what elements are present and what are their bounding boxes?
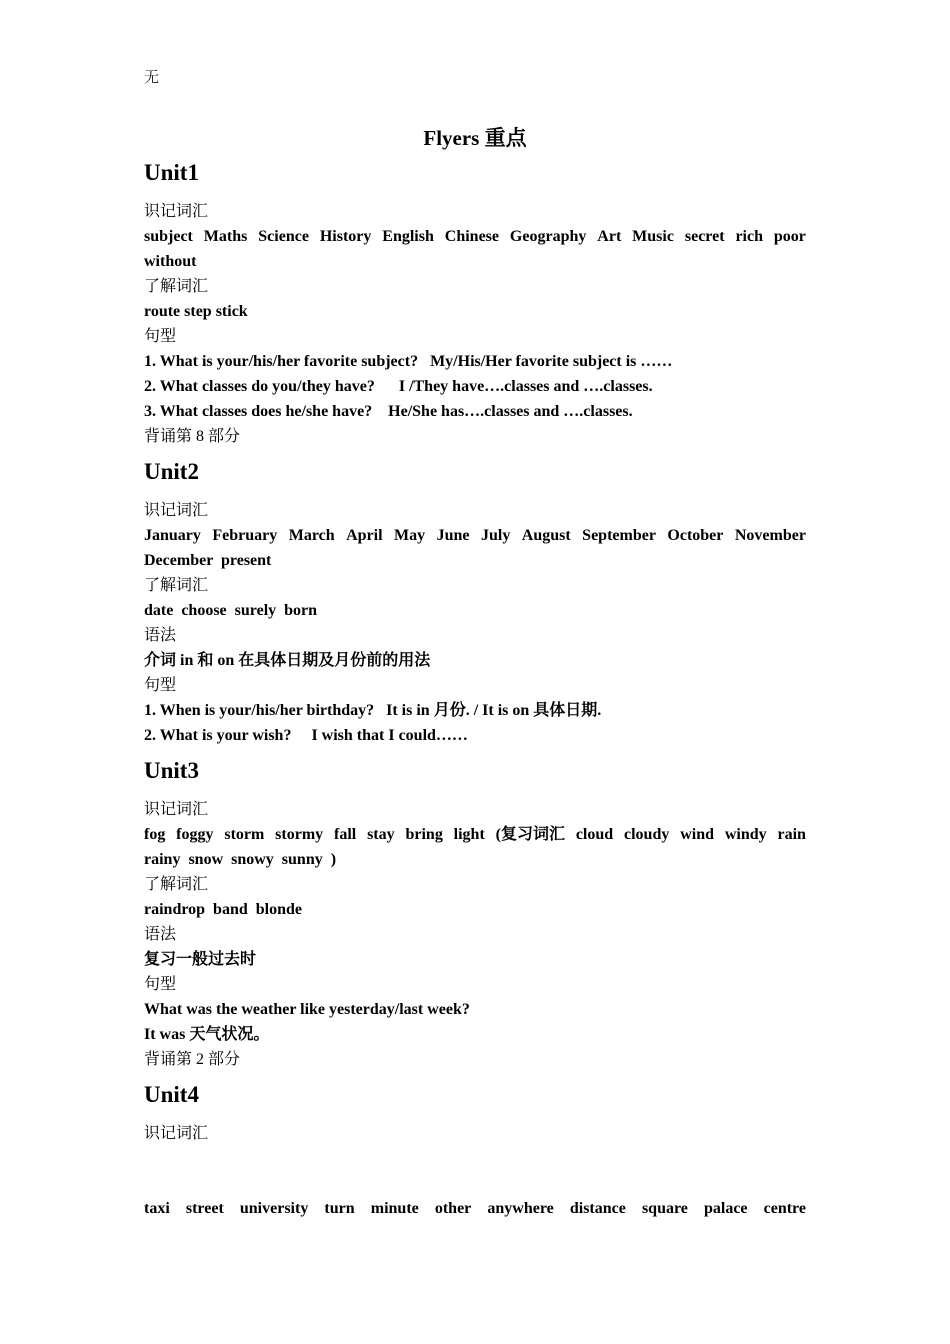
vocab-word: November: [734, 527, 806, 544]
unit3-pattern-2: It was 天气状况。: [144, 1026, 270, 1043]
vocab-word: cloudy: [624, 826, 670, 843]
vocab-word: foggy: [176, 826, 214, 843]
unit4-label-vocab: 识记词汇: [144, 1125, 209, 1142]
vocab-word: March: [288, 527, 335, 544]
unit3-label-understand: 了解词汇: [144, 876, 209, 893]
unit2-label-grammar: 语法: [144, 627, 177, 644]
vocab-word: street: [185, 1200, 224, 1217]
vocab-word: (复习词汇: [495, 826, 565, 843]
vocab-word: centre: [763, 1200, 806, 1217]
unit4-vocab-line1: [144, 1196, 806, 1221]
document-title: Flyers 重点: [423, 126, 527, 150]
vocab-word: distance: [569, 1200, 626, 1217]
vocab-word: taxi: [144, 1200, 170, 1217]
vocab-word: rain: [777, 826, 806, 843]
unit2-vocab-line2: December present: [144, 552, 272, 569]
unit2-vocab-line1: [144, 523, 806, 548]
vocab-word: windy: [724, 826, 767, 843]
unit2-grammar-note: 介词 in 和 on 在具体日期及月份前的用法: [144, 652, 431, 669]
unit1-label-vocab: 识记词汇: [144, 203, 209, 220]
vocab-word: wind: [680, 826, 714, 843]
unit1-label-understand: 了解词汇: [144, 278, 209, 295]
vocab-word: poor: [773, 228, 806, 245]
unit3-label-grammar: 语法: [144, 926, 177, 943]
unit2-label-vocab: 识记词汇: [144, 502, 209, 519]
vocab-word: July: [480, 527, 511, 544]
vocab-word: bring: [405, 826, 443, 843]
vocab-word: Maths: [203, 228, 248, 245]
unit1-understand-words: route step stick: [144, 303, 248, 320]
unit3-recite-note: 背诵第 2 部分: [144, 1051, 241, 1068]
unit1-heading: Unit1: [144, 160, 199, 185]
unit1-vocab-line2: without: [144, 253, 197, 270]
vocab-word: English: [382, 228, 434, 245]
unit3-vocab-line1: [144, 822, 806, 847]
unit3-understand-words: raindrop band blonde: [144, 901, 302, 918]
unit1-label-patterns: 句型: [144, 328, 177, 345]
unit2-heading: Unit2: [144, 459, 199, 484]
vocab-word: subject: [144, 228, 193, 245]
unit2-label-understand: 了解词汇: [144, 577, 209, 594]
unit1-pattern-3: 3. What classes does he/she have? He/She has….classes and ….classes.: [144, 403, 633, 420]
vocab-word: August: [521, 527, 571, 544]
unit2-understand-words: date choose surely born: [144, 602, 318, 619]
vocab-word: History: [319, 228, 372, 245]
unit2-pattern-2: 2. What is your wish? I wish that I could……: [144, 727, 468, 744]
vocab-word: April: [346, 527, 383, 544]
unit3-vocab-line2: rainy snow snowy sunny ): [144, 851, 337, 868]
vocab-word: January: [144, 527, 201, 544]
vocab-word: square: [641, 1200, 688, 1217]
vocab-word: June: [436, 527, 470, 544]
unit2-pattern-1: 1. When is your/his/her birthday? It is in 月份. / It is on 具体日期.: [144, 702, 602, 719]
unit4-heading: Unit4: [144, 1082, 199, 1107]
vocab-word: turn: [324, 1200, 355, 1217]
vocab-word: light: [453, 826, 485, 843]
vocab-word: Chinese: [444, 228, 500, 245]
vocab-word: anywhere: [487, 1200, 554, 1217]
vocab-word: Art: [597, 228, 622, 245]
vocab-word: Science: [258, 228, 309, 245]
vocab-word: rich: [735, 228, 763, 245]
unit1-vocab-line1: [144, 224, 806, 249]
vocab-word: cloud: [575, 826, 614, 843]
unit2-label-patterns: 句型: [144, 677, 177, 694]
unit3-heading: Unit3: [144, 758, 199, 783]
unit3-grammar-note: 复习一般过去时: [144, 951, 257, 968]
vocab-word: storm: [224, 826, 265, 843]
vocab-word: October: [667, 527, 724, 544]
vocab-word: university: [239, 1200, 309, 1217]
vocab-word: Music: [632, 228, 674, 245]
vocab-word: stay: [367, 826, 395, 843]
vocab-word: secret: [684, 228, 725, 245]
vocab-word: minute: [370, 1200, 419, 1217]
vocab-word: fall: [334, 826, 357, 843]
vocab-word: September: [582, 527, 656, 544]
vocab-word: fog: [144, 826, 166, 843]
unit3-label-vocab: 识记词汇: [144, 801, 209, 818]
vocab-word: Geography: [509, 228, 587, 245]
unit1-recite-note: 背诵第 8 部分: [144, 428, 241, 445]
page-header-mark: 无: [144, 70, 160, 86]
unit1-pattern-1: 1. What is your/his/her favorite subject? My/His/Her favorite subject is ……: [144, 353, 673, 370]
vocab-word: other: [434, 1200, 472, 1217]
vocab-word: February: [212, 527, 278, 544]
unit3-label-patterns: 句型: [144, 976, 177, 993]
unit3-pattern-1: What was the weather like yesterday/last week?: [144, 1001, 470, 1018]
vocab-word: palace: [703, 1200, 748, 1217]
vocab-word: stormy: [275, 826, 324, 843]
unit1-pattern-2: 2. What classes do you/they have? I /They have….classes and ….classes.: [144, 378, 653, 395]
vocab-word: May: [394, 527, 426, 544]
